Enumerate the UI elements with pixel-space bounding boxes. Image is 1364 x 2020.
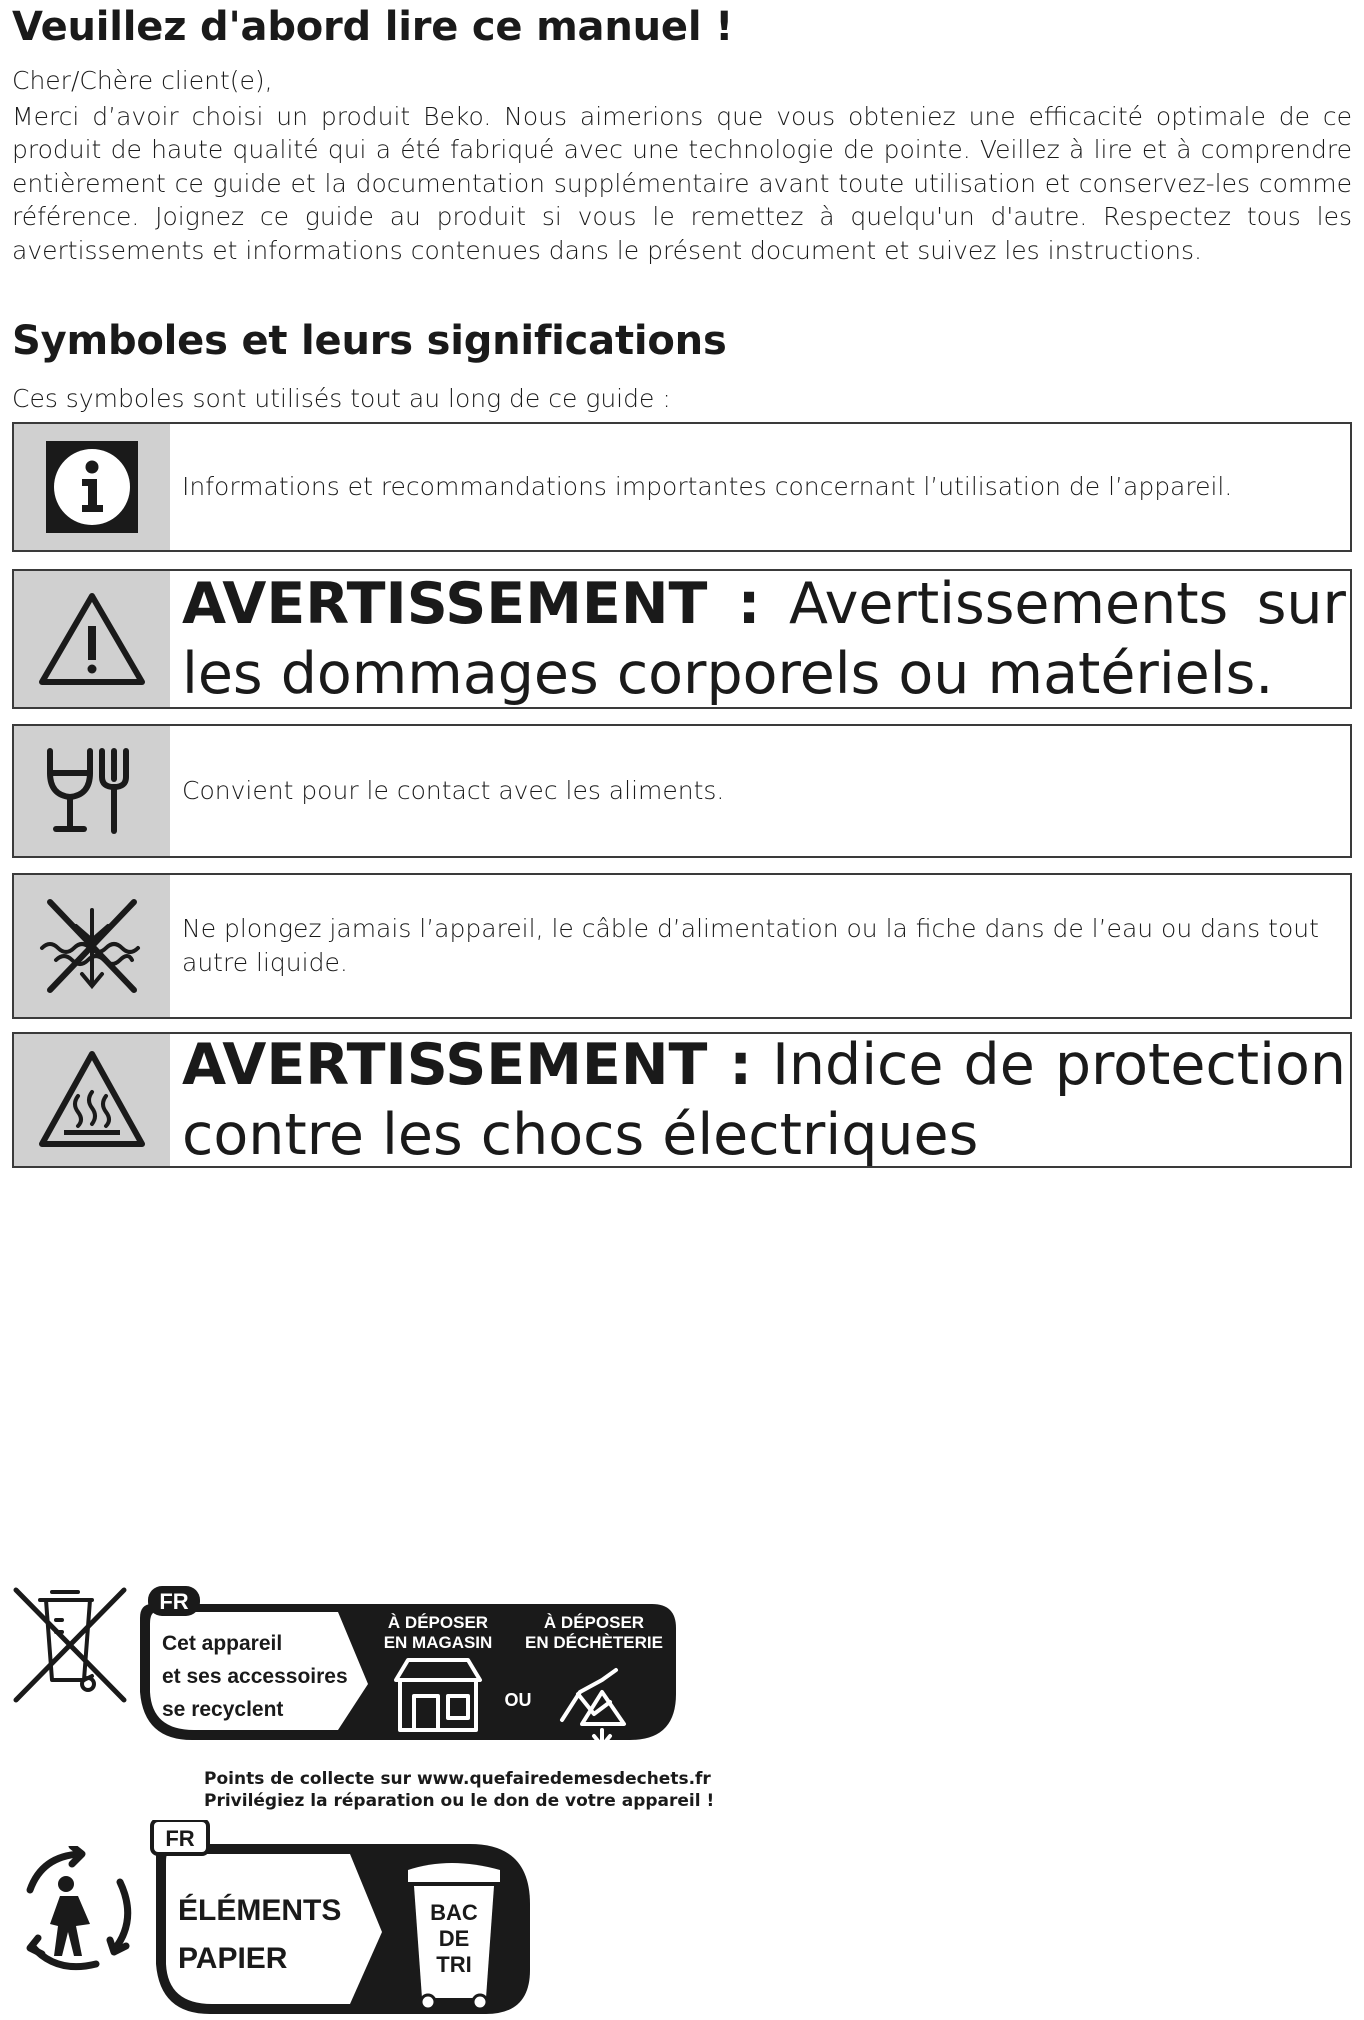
bin-label-line: DE (438, 1926, 470, 1951)
triman-country-code: FR (165, 1826, 195, 1851)
symbol-icon-cell (14, 424, 170, 550)
symbol-row-no-immersion (12, 873, 1352, 1019)
symbol-text (182, 1030, 1346, 1170)
option-store-label: EN MAGASIN (383, 1633, 493, 1652)
triman-text-line: se recyclent (162, 1698, 284, 1721)
crossed-bin-icon (12, 1584, 128, 1704)
symbol-row-info (12, 422, 1352, 552)
symbol-row-warning (12, 569, 1352, 709)
triman-logo-icon (10, 1846, 142, 1974)
bin-label-line: TRI (436, 1952, 472, 1977)
triman-text-line: Cet appareil (162, 1632, 283, 1655)
triman-text-line: et ses accessoires (162, 1665, 348, 1688)
triman-material-line: PAPIER (178, 1942, 288, 1975)
warning-text: Avertissements sur les dommages corporels ou matériels. (182, 571, 1346, 707)
symbol-icon-cell (14, 1034, 170, 1166)
triman-recycle-label (132, 1584, 692, 1764)
info-icon (46, 441, 138, 533)
symbol-row-food (12, 724, 1352, 858)
symbols-heading: Symboles et leurs significations (12, 318, 727, 364)
warning-triangle-icon (36, 590, 148, 688)
option-store-label: À DÉPOSER (387, 1613, 489, 1632)
symbol-text: Convient pour le contact avec les aliments. (182, 776, 725, 805)
food-contact-icon (44, 743, 140, 839)
salutation: Cher/Chère client(e), (12, 66, 273, 95)
triman-paper-label (150, 1820, 540, 2020)
option-dump-label: EN DÉCHÈTERIE (525, 1633, 663, 1652)
symbol-text: Informations et recommandations importantes concernant l’utilisation de l’appareil. (182, 472, 1233, 501)
collection-note (204, 1768, 714, 1812)
intro-paragraph: Merci d’avoir choisi un produit Beko. Nous aimerions que vous obteniez une efficacité optimale de ce produit de haute qualité qui a été fabriqué avec une technologie de pointe. Veillez à lire et à comprendre entièrement ce guide et la documentation supplémentaire avant toute utilisation et conservez-les comme référence. Joignez ce guide au produit si vous le remettez à quelqu'un d'autre. Respectez tous les avertissements et informations contenues dans le présent document et suivez les instructions. (12, 102, 1352, 265)
warning-text: Indice de protection contre les chocs électriques (182, 1032, 1346, 1168)
page-title: Veuillez d'abord lire ce manuel ! (12, 4, 734, 50)
hot-surface-warning-icon (36, 1048, 148, 1152)
option-or-label: OU (504, 1690, 532, 1710)
symbol-text: Ne plongez jamais l’appareil, le câble d’alimentation ou la fiche dans de l’eau ou dans tout autre liquide. (182, 914, 1319, 977)
symbol-text (182, 569, 1346, 709)
triman-country-code: FR (159, 1589, 189, 1614)
symbol-icon-cell (14, 726, 170, 856)
warning-keyword: AVERTISSEMENT : (182, 1032, 753, 1098)
symbols-intro: Ces symboles sont utilisés tout au long de ce guide : (12, 384, 671, 413)
symbol-icon-cell (14, 571, 170, 707)
option-dump-label: À DÉPOSER (543, 1613, 645, 1632)
symbol-row-hot-surface (12, 1032, 1352, 1168)
bin-label-line: BAC (430, 1900, 478, 1925)
triman-material-line: ÉLÉMENTS (178, 1894, 342, 1927)
symbol-icon-cell (14, 875, 170, 1017)
warning-keyword: AVERTISSEMENT : (182, 571, 761, 637)
no-water-immersion-icon (36, 896, 148, 996)
collection-note-line: Privilégiez la réparation ou le don de votre appareil ! (204, 1791, 715, 1811)
collection-note-line: Points de collecte sur www.quefairedemesdechets.fr (204, 1769, 711, 1789)
